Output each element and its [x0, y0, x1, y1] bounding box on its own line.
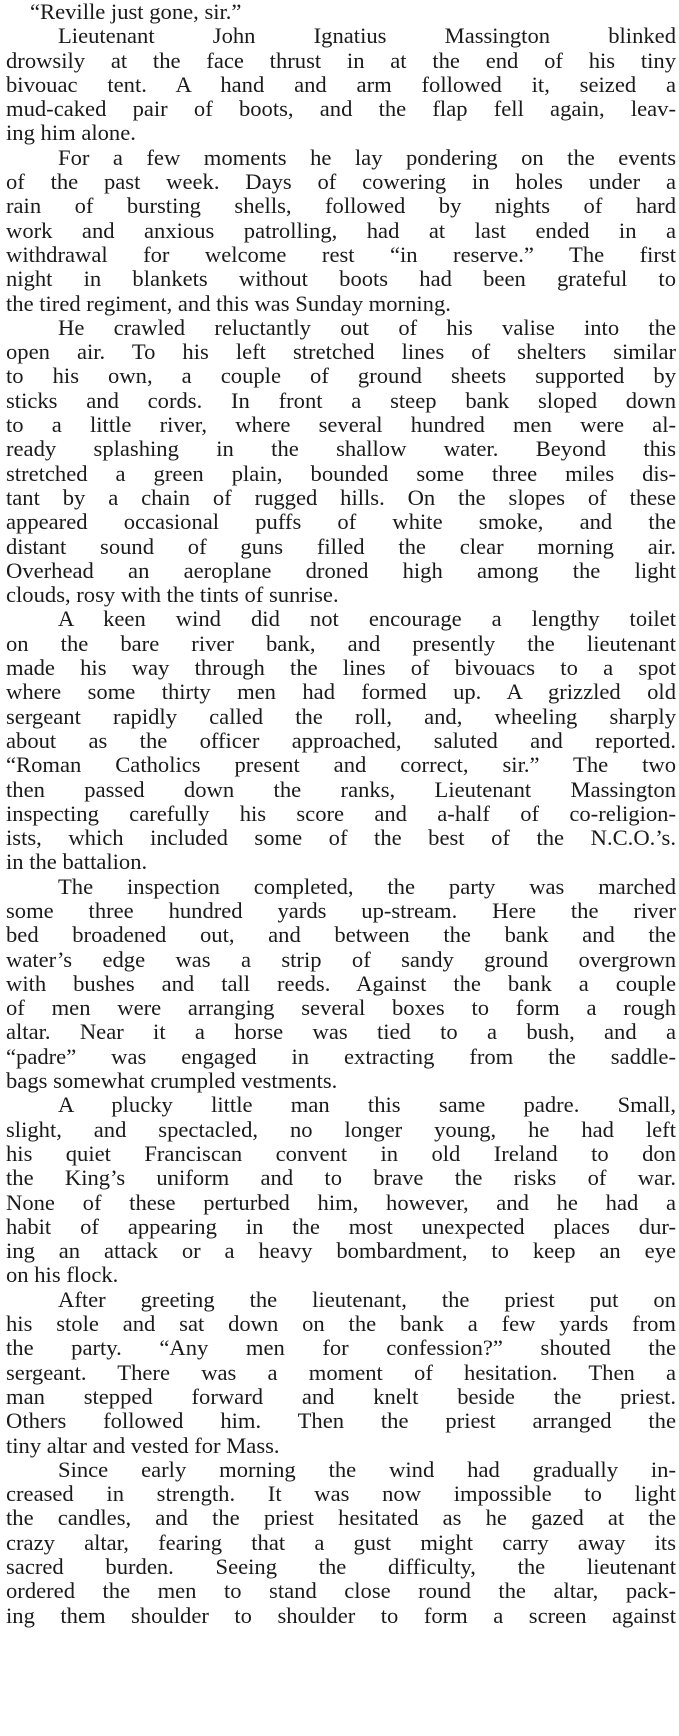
- text-line: ready splashing in the shallow water. Beyond this: [6, 437, 676, 462]
- text-line: the party. “Any men for confession?” shouted the: [6, 1336, 676, 1361]
- paragraph-4: [6, 316, 676, 608]
- text-line: ordered the men to stand close round the altar, pack-: [6, 1579, 676, 1604]
- text-line: night in blankets without boots had been grateful to: [6, 267, 676, 292]
- text-line: altar. Near it a horse was tied to a bush, and a: [6, 1020, 676, 1045]
- text-line: ing an attack or a heavy bombardment, to keep an eye: [6, 1239, 676, 1264]
- paragraph-3: [6, 146, 676, 316]
- paragraph-2: [6, 24, 676, 145]
- text-line: sticks and cords. In front a steep bank sloped down: [6, 388, 676, 413]
- text-line: on his flock.: [6, 1263, 119, 1288]
- text-line: the tired regiment, and this was Sunday morning.: [6, 291, 451, 316]
- text-line: habit of appearing in the most unexpected places dur-: [6, 1214, 676, 1239]
- text-line: of the past week. Days of cowering in holes under a: [6, 170, 676, 195]
- text-line: bivouac tent. A hand and arm followed it, seized a: [6, 72, 676, 97]
- text-line: After greeting the lieutenant, the priest put on: [58, 1287, 676, 1312]
- text-line: the candles, and the priest hesitated as he gazed at the: [6, 1506, 676, 1531]
- text-line: clouds, rosy with the tints of sunrise.: [6, 583, 339, 608]
- paragraph-9: [6, 1458, 676, 1628]
- text-line: A keen wind did not encourage a lengthy toilet: [58, 607, 676, 632]
- text-line: bags somewhat crumpled vestments.: [6, 1069, 338, 1094]
- text-line: None of these perturbed him, however, and he had a: [6, 1190, 676, 1215]
- text-line: open air. To his left stretched lines of shelters similar: [6, 340, 676, 365]
- text-line: work and anxious patrolling, had at last ended in a: [6, 218, 676, 243]
- text-line: mud-caked pair of boots, and the flap fell again, leav-: [6, 97, 676, 122]
- text-line: about as the officer approached, saluted and reported.: [6, 728, 676, 753]
- text-line: tant by a chain of rugged hills. On the slopes of these: [6, 485, 676, 510]
- text-line: crazy altar, fearing that a gust might carry away its: [6, 1530, 676, 1555]
- text-line: in the battalion.: [6, 850, 148, 875]
- text-line: sacred burden. Seeing the difficulty, the lieutenant: [6, 1555, 676, 1579]
- paragraph-1: [6, 0, 676, 24]
- text-line: rain of bursting shells, followed by nights of hard: [6, 194, 676, 219]
- text-line: appeared occasional puffs of white smoke, and the: [6, 510, 676, 535]
- text-line: “Roman Catholics present and correct, sir.” The two: [6, 753, 676, 778]
- text-line: sergeant. There was a moment of hesitation. Then a: [6, 1360, 676, 1385]
- text-line: distant sound of guns filled the clear morning air.: [6, 534, 676, 559]
- text-line: Since early morning the wind had gradually in-: [58, 1457, 676, 1482]
- text-line: inspecting carefully his score and a-half of co-religion-: [6, 801, 676, 826]
- text-line: where some thirty men had formed up. A grizzled old: [6, 680, 676, 705]
- text-line: man stepped forward and knelt beside the priest.: [6, 1384, 676, 1409]
- text-line: withdrawal for welcome rest “in reserve.” The first: [6, 242, 676, 267]
- paragraph-6: [6, 875, 676, 1094]
- text-line: sergeant rapidly called the roll, and, wheeling sharply: [6, 704, 676, 729]
- text-line: tiny altar and vested for Mass.: [6, 1433, 280, 1458]
- paragraph-7: [6, 1093, 676, 1287]
- text-line: the King’s uniform and to brave the risks of war.: [6, 1166, 676, 1191]
- text-line: water’s edge was a strip of sandy ground overgrown: [6, 947, 676, 972]
- text-line: his quiet Franciscan convent in old Ireland to don: [6, 1141, 676, 1166]
- text-line: The inspection completed, the party was marched: [58, 874, 676, 899]
- paragraph-5: [6, 607, 676, 874]
- text-line: “Reville just gone, sir.”: [30, 0, 242, 24]
- text-line: of men were arranging several boxes to form a rough: [6, 996, 676, 1021]
- text-line: stretched a green plain, bounded some three miles dis-: [6, 461, 676, 486]
- text-line: Overhead an aeroplane droned high among the light: [6, 558, 676, 583]
- text-line: ists, which included some of the best of the N.C.O.’s.: [6, 826, 676, 851]
- text-line: to a little river, where several hundred men were al-: [6, 413, 676, 438]
- text-line: Lieutenant John Ignatius Massington blinked: [58, 24, 676, 49]
- text-line: made his way through the lines of bivouacs to a spot: [6, 656, 676, 681]
- text-line: Others followed him. Then the priest arranged the: [6, 1409, 676, 1434]
- text-line: bed broadened out, and between the bank and the: [6, 923, 676, 948]
- text-line: ing him alone.: [6, 121, 136, 146]
- text-line: his stole and sat down on the bank a few yards from: [6, 1312, 676, 1337]
- text-line: A plucky little man this same padre. Small,: [58, 1093, 676, 1118]
- text-line: some three hundred yards up-stream. Here the river: [6, 898, 676, 923]
- text-line: drowsily at the face thrust in at the end of his tiny: [6, 48, 676, 73]
- text-line: then passed down the ranks, Lieutenant Massington: [6, 777, 676, 802]
- text-line: ing them shoulder to shoulder to form a screen against: [6, 1603, 676, 1628]
- text-line: He crawled reluctantly out of his valise into the: [58, 315, 676, 340]
- paragraph-8: [6, 1288, 676, 1458]
- text-line: “padre” was engaged in extracting from the saddle-: [6, 1044, 676, 1069]
- text-line: with bushes and tall reeds. Against the bank a couple: [6, 971, 676, 996]
- text-line: creased in strength. It was now impossible to light: [6, 1482, 676, 1507]
- text-line: on the bare river bank, and presently the lieutenant: [6, 631, 676, 656]
- text-line: slight, and spectacled, no longer young, he had left: [6, 1117, 676, 1142]
- text-line: For a few moments he lay pondering on the events: [58, 145, 676, 170]
- text-line: to his own, a couple of ground sheets supported by: [6, 364, 676, 389]
